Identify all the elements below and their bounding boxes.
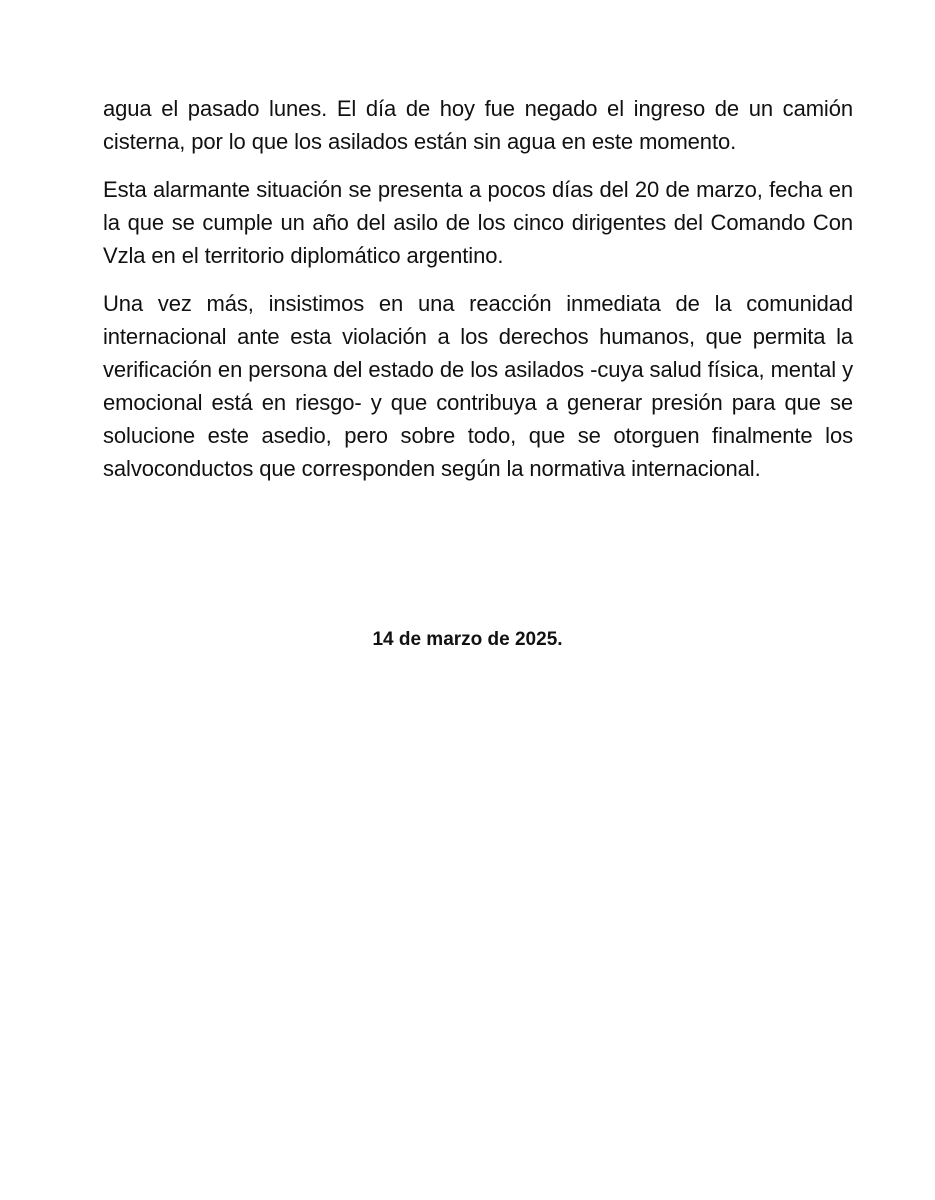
paragraph-water-denied: agua el pasado lunes. El día de hoy fue negado el ingreso de un camión cisterna, por lo que los asilados están sin agua en este momento.: [103, 96, 853, 154]
paragraph-anniversary: Esta alarmante situación se presenta a pocos días del 20 de marzo, fecha en la que se cumple un año del asilo de los cinco dirigentes del Comando Con Vzla en el territorio diplomático argentino.: [103, 177, 853, 268]
document-body: [103, 92, 853, 500]
paragraph-international-call: Una vez más, insistimos en una reacción inmediata de la comunidad internacional ante esta violación a los derechos humanos, que permita la verificación en persona del estado de los asilados -cuya salud física, mental y emocional está en riesgo- y que contribuya a generar presión para que se solucione este asedio, pero sobre todo, que se otorguen finalmente los salvoconductos que corresponden según la normativa internacional.: [103, 291, 853, 481]
document-date: 14 de marzo de 2025.: [372, 629, 563, 650]
